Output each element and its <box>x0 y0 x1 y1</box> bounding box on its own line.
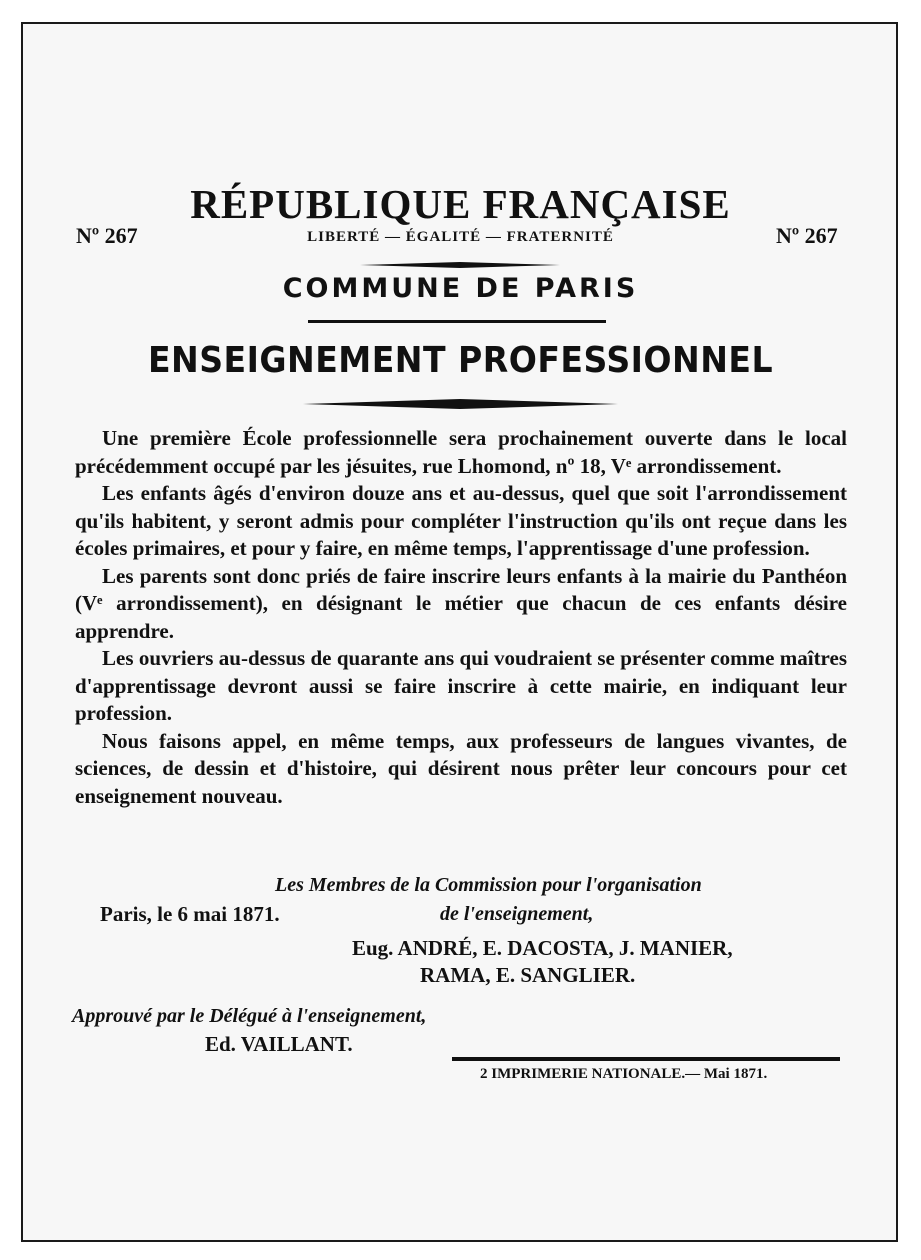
place-date: Paris, le 6 mai 1871. <box>100 902 280 926</box>
delegate-name: Ed. VAILLANT. <box>205 1032 353 1056</box>
paragraph: Les enfants âgés d'environ douze ans et au-dessus, quel que soit l'arrondissement qu'ils habitent, y seront admis pour compléter l'instruction qu'ils ont reçue dans les écoles primaires, et pour y faire, en même temps, l'apprentissage d'une profession. <box>75 481 847 560</box>
motto: LIBERTÉ — ÉGALITÉ — FRATERNITÉ <box>307 229 614 245</box>
paragraph: Les parents sont donc priés de faire inscrire leurs enfants à la mairie du Panthéon (Vᵉ arrondissement), en désignant le métier que chacun de ces enfants désire apprendre. <box>75 563 847 643</box>
poster-number-right: Nº 267 <box>776 223 838 248</box>
commission-line-2: de l'enseignement, <box>440 903 594 925</box>
divider-rule <box>308 320 606 323</box>
commune-heading: COMMUNE DE PARIS <box>282 273 639 304</box>
printer-rule <box>452 1057 840 1061</box>
poster-number-left: Nº 267 <box>76 223 138 248</box>
signatories-line-1: Eug. ANDRÉ, E. DACOSTA, J. MANIER, <box>352 936 733 960</box>
printer-line: 2 IMPRIMERIE NATIONALE.— Mai 1871. <box>480 1066 768 1082</box>
paragraph: Les ouvriers au-dessus de quarante ans qui voudraient se présenter comme maîtres d'apprentissage devront aussi se faire inscrire à cette mairie, en indiquant leur profession. <box>75 646 847 725</box>
poster-title: ENSEIGNEMENT PROFESSIONNEL <box>147 340 774 381</box>
signatories-line-2: RAMA, E. SANGLIER. <box>420 963 636 987</box>
paragraph: Nous faisons appel, en même temps, aux professeurs de langues vivantes, de sciences, de dessin et d'histoire, qui désirent nous prêter leur concours pour cet enseignement nouveau. <box>75 728 847 808</box>
notice-body <box>75 425 847 810</box>
paragraph: Une première École professionnelle sera prochainement ouverte dans le local précédemment occupé par les jésuites, rue Lhomond, nº 18, Vᵉ arrondissement. <box>75 426 847 478</box>
approval-line: Approuvé par le Délégué à l'enseignement, <box>72 1005 427 1027</box>
commission-line-1: Les Membres de la Commission pour l'organisation <box>275 874 702 896</box>
republic-heading: RÉPUBLIQUE FRANÇAISE <box>190 181 731 227</box>
